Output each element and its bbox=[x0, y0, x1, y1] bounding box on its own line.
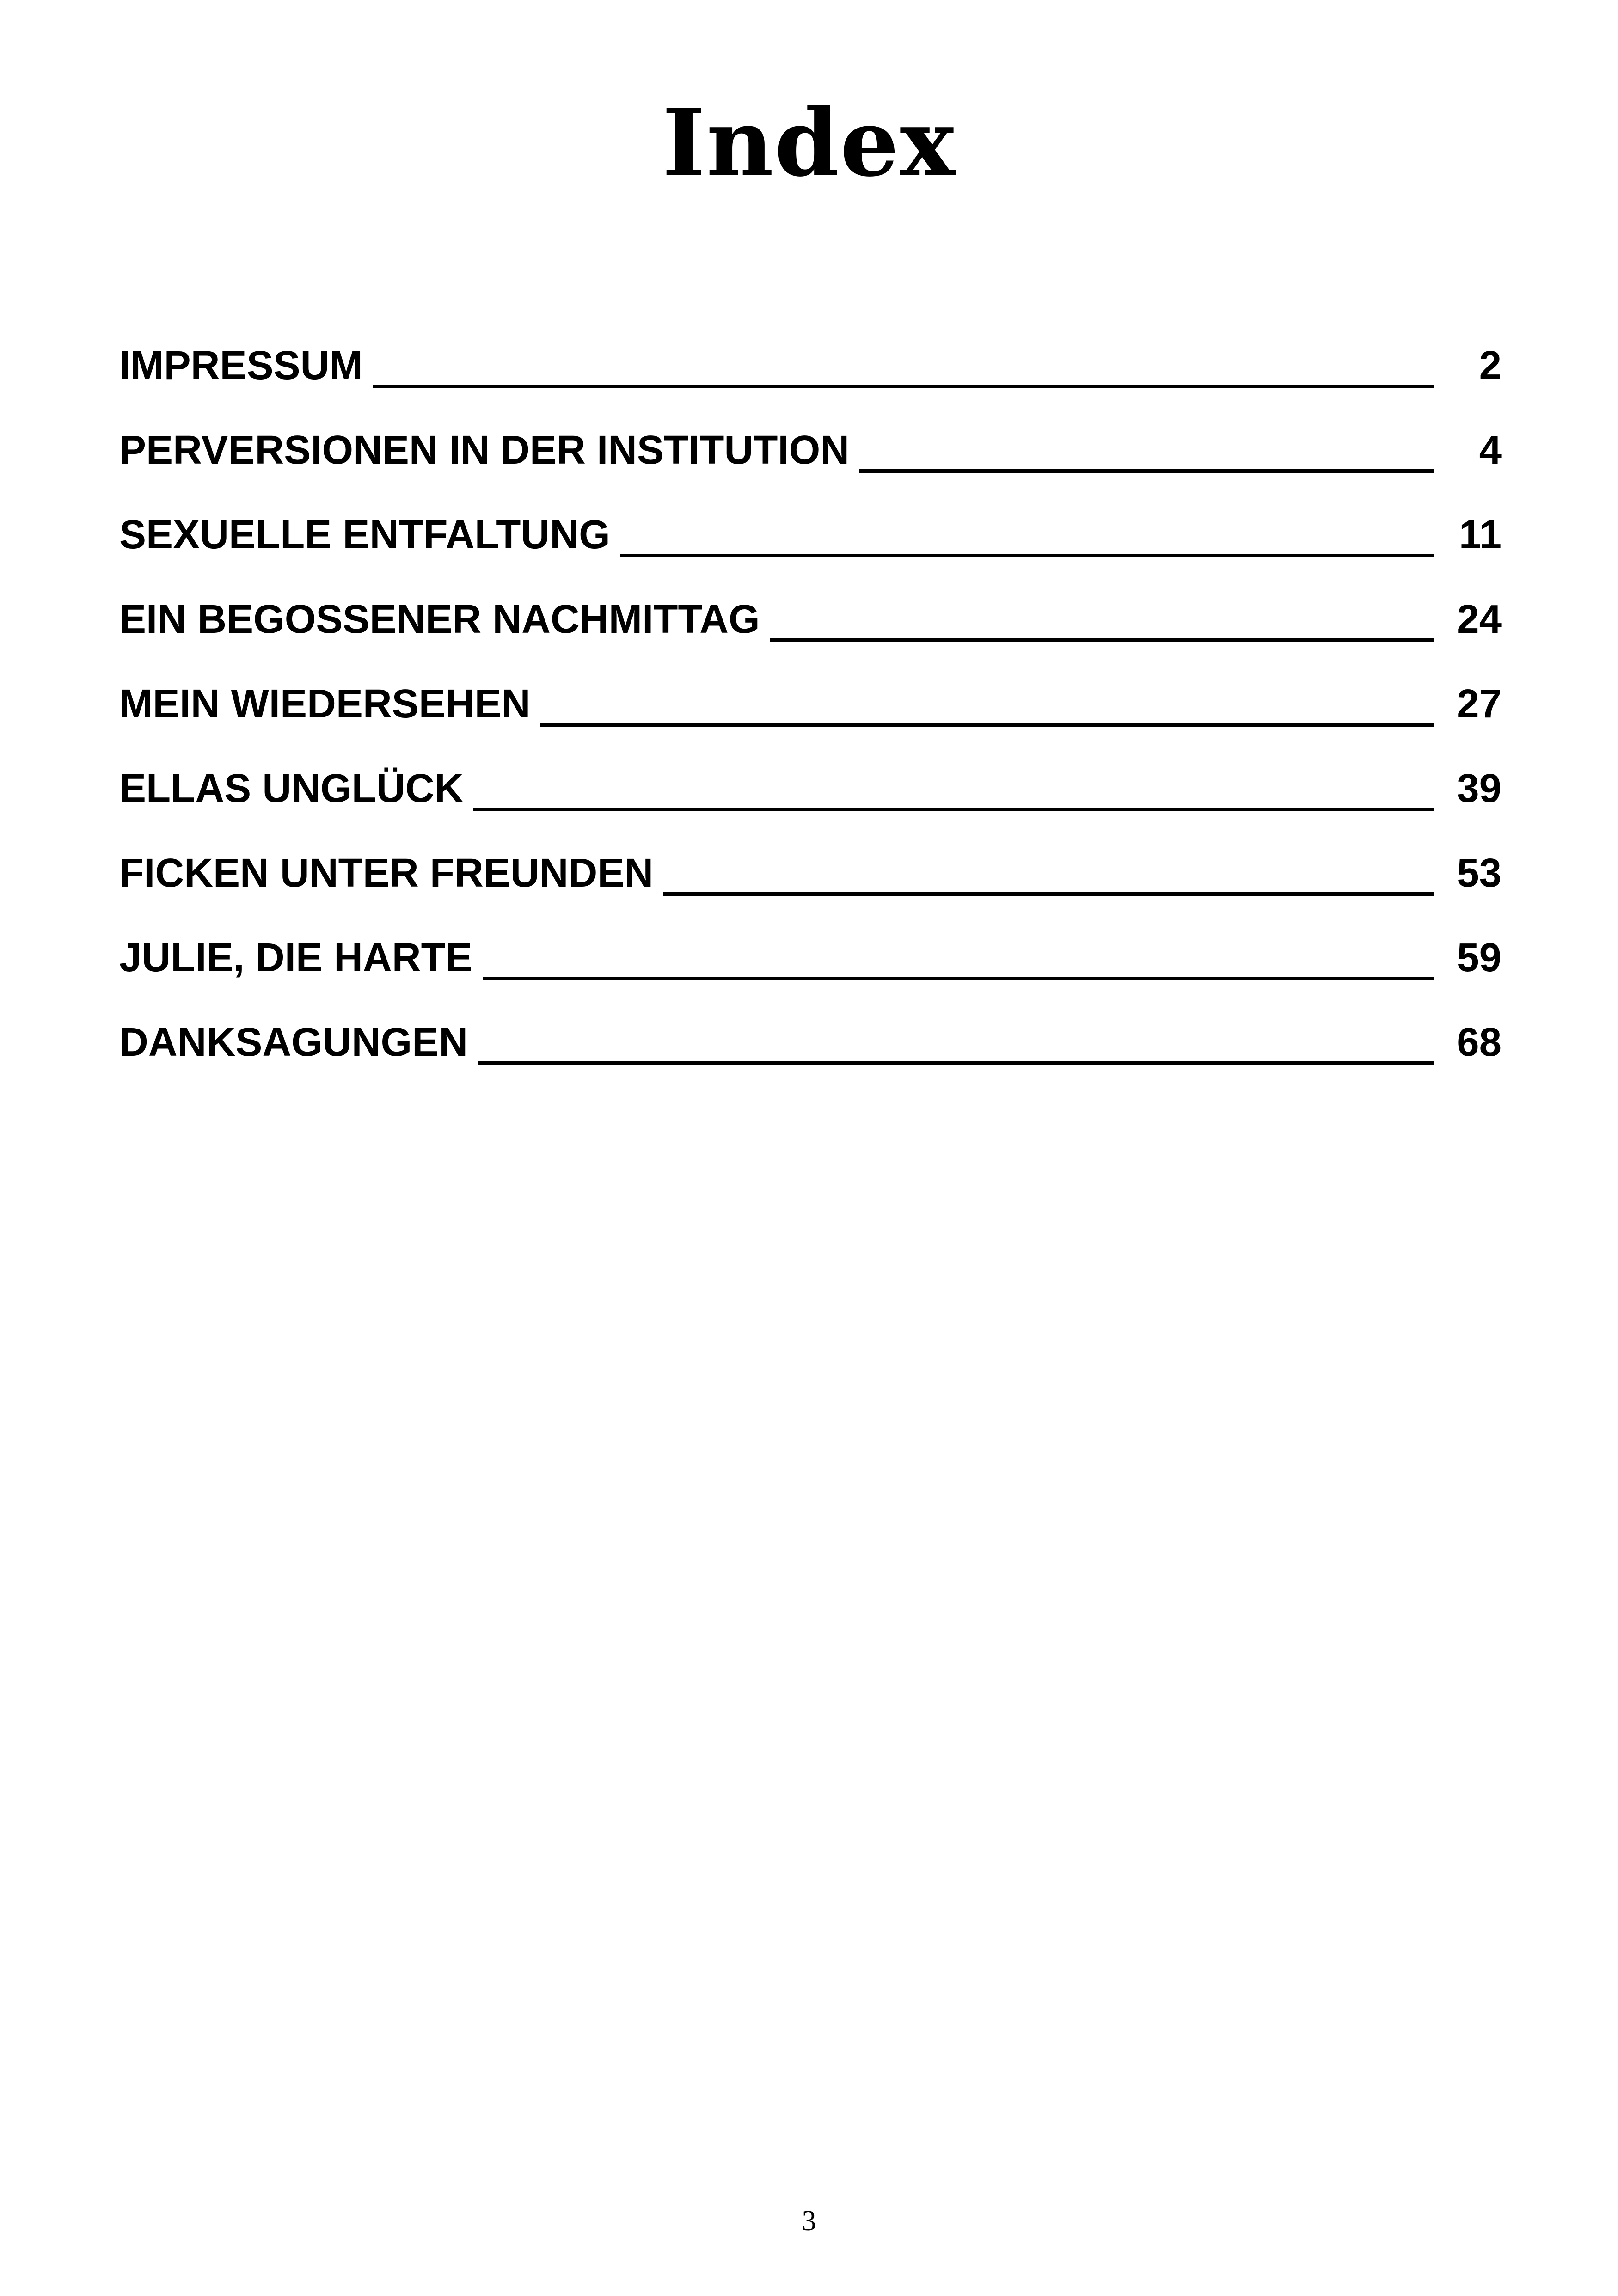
toc-entry-page: 53 bbox=[1457, 851, 1502, 895]
toc-leader-line bbox=[473, 808, 1434, 811]
toc-entry[interactable] bbox=[119, 911, 1502, 980]
toc-entry[interactable] bbox=[119, 319, 1502, 388]
toc-leader-line bbox=[540, 723, 1434, 727]
toc-entry-page: 11 bbox=[1459, 512, 1502, 557]
toc-entry-page: 4 bbox=[1479, 428, 1502, 472]
toc-leader-line bbox=[483, 977, 1434, 980]
toc-entry[interactable] bbox=[119, 827, 1502, 896]
toc-entry-label: DANKSAGUNGEN bbox=[119, 1020, 468, 1065]
toc-leader-line bbox=[373, 385, 1434, 388]
toc-entry[interactable] bbox=[119, 742, 1502, 811]
toc-entry-label: FICKEN UNTER FREUNDEN bbox=[119, 851, 654, 895]
toc-entry-page: 59 bbox=[1457, 935, 1502, 980]
toc-entry-label: ELLAS UNGLÜCK bbox=[119, 766, 464, 811]
toc-entry-page: 27 bbox=[1457, 681, 1502, 726]
toc-entry-label: SEXUELLE ENTFALTUNG bbox=[119, 512, 610, 557]
toc-entry[interactable] bbox=[119, 573, 1502, 642]
toc-entry-label: EIN BEGOSSENER NACHMITTAG bbox=[119, 597, 760, 642]
toc-leader-line bbox=[859, 469, 1434, 473]
page-title: Index bbox=[662, 89, 956, 197]
toc-entry[interactable] bbox=[119, 488, 1502, 557]
page-number: 3 bbox=[802, 2205, 816, 2237]
toc-entry-page: 24 bbox=[1457, 597, 1502, 642]
toc-entry[interactable] bbox=[119, 404, 1502, 473]
toc-leader-line bbox=[620, 554, 1434, 557]
toc-entry-page: 2 bbox=[1479, 343, 1502, 388]
toc-leader-line bbox=[663, 892, 1434, 896]
toc-entry[interactable] bbox=[119, 996, 1502, 1065]
toc-entry-label: JULIE, DIE HARTE bbox=[119, 935, 472, 980]
toc-entry[interactable] bbox=[119, 657, 1502, 727]
toc-entry-label: IMPRESSUM bbox=[119, 343, 363, 388]
toc-entry-label: PERVERSIONEN IN DER INSTITUTION bbox=[119, 428, 850, 472]
toc-entry-page: 68 bbox=[1457, 1020, 1502, 1065]
toc-entry-page: 39 bbox=[1457, 766, 1502, 811]
toc-leader-line bbox=[770, 638, 1434, 642]
toc-leader-line bbox=[478, 1061, 1434, 1065]
toc-entry-label: MEIN WIEDERSEHEN bbox=[119, 681, 531, 726]
